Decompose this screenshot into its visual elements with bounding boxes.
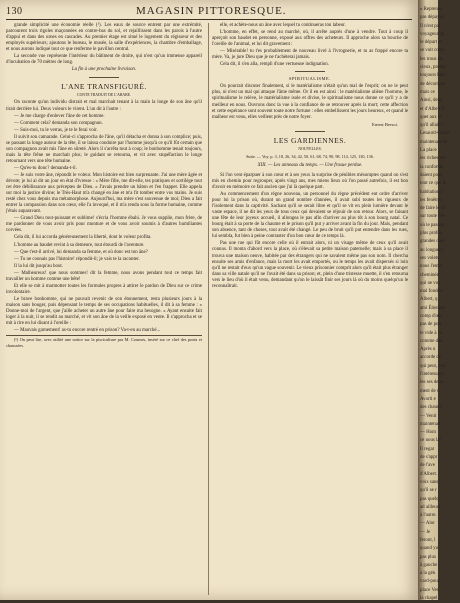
margin-fragment: les fenêtres	[420, 197, 443, 203]
margin-fragment: Avorti e	[420, 396, 436, 402]
margin-fragment: ce nous lai	[420, 438, 441, 444]
margin-fragment: la chapel	[420, 596, 438, 602]
left-column	[6, 23, 202, 350]
margin-fragment: l'intéressant	[420, 372, 444, 378]
margin-fragment: qu'il se r	[420, 488, 437, 494]
paragraph: — Comment cela? demanda son compagnon.	[14, 120, 103, 126]
margin-fragment: qui peut, con	[420, 363, 446, 369]
margin-fragment: pas de port	[420, 322, 442, 328]
margin-fragment: à gauche	[420, 562, 438, 568]
margin-fragment: d'Albert.	[420, 471, 438, 477]
margin-fragment: ses volets	[420, 255, 439, 261]
paragraph: — Je me charge d'enlever l'âne de cet homme.	[14, 113, 105, 119]
margin-fragment: mal fondés	[420, 289, 442, 295]
story-subtitle: NOUVELLES.	[298, 146, 322, 151]
column-divider	[208, 23, 209, 595]
facing-page-fragments	[420, 6, 460, 603]
margin-fragment: cieux, promp	[420, 65, 446, 71]
margin-fragment: — Hom	[420, 430, 436, 436]
paragraph: grande simplicité une économie réelle (¹). Les eaux de source entrent par une extrémité, parcourent trois rigoles maçonnées en contre-bas du sol, et rejaillissent dans les parois à l'autre d'appui et dans des urnes en cascades. Au premier étage est situé le logement du régisseur et des employés supérieurs; ajoutons le bureau, le musée, la salle d'expériences, la chambre d'emballage, et nous aurons indiqué tout ce que renferme le pavillon central.	[6, 23, 202, 53]
margin-fragment: — Alor	[420, 521, 435, 527]
margin-fragment: ment de s	[420, 388, 439, 394]
margin-fragment: Après u	[420, 347, 436, 353]
margin-fragment: maintenant de	[420, 139, 448, 145]
margin-fragment: et d'Albert V	[420, 106, 446, 112]
margin-fragment: de s'appr	[420, 455, 438, 461]
margin-fragment: toujours bien	[420, 73, 446, 79]
paragraph: Il suivit son camarade. Celui-ci s'approcha de l'âne, qu'il détacha et donna à son complice; puis, se passant la longe autour de la tête, il se laissa conduire par l'homme jusqu'à ce qu'il fût certain que son compagnon avait mis l'âne en sûreté. Alors il s'arrêta tout à coup; le bonhomme tenait toujours, mais la tête frêne ne marchait plus; le guidant se retourna, et vit avec stupéfaction le longe retournant vers une tête humaine.	[6, 134, 202, 164]
paragraph: — Tu ne connais pas l'histoire! répondit-il; je vais te la raconter.	[14, 256, 140, 262]
margin-fragment: a la gén	[420, 571, 436, 577]
margin-fragment: — Venit	[420, 413, 437, 419]
margin-fragment: tout ce que le	[420, 181, 447, 187]
margin-fragment: où le passag	[420, 222, 444, 228]
margin-fragment: au longueur	[420, 247, 444, 253]
separator	[295, 131, 325, 132]
header-rule	[6, 19, 412, 20]
margin-fragment: pas dépaysé	[420, 15, 444, 21]
margin-fragment: les ses deux	[420, 380, 444, 386]
paragraph: — Que t'est-il arrivé, lui demanda sa femme, et où donc est ton âne?	[14, 249, 148, 255]
margin-fragment: grandes dam	[420, 239, 445, 245]
margin-fragment: accorde de	[420, 355, 442, 361]
paragraph: Si l'on vent éparpuer à son cœur et à ses yeux la surprise de pénibles mésomptes quand on s'est mis en chemin pour regrouper, après vingt ans, mes miens lieux où l'on passé autrefois, il est bon d'avoir en mémoire ce fait ancien que j'ai là quelque part.	[212, 172, 408, 190]
margin-fragment: la confortab	[420, 164, 444, 170]
margin-fragment: comp d'œil	[420, 313, 442, 319]
story-index: Suite. — Voy. p. 3, 18, 26, 34, 42, 50, 61, 68, 74, 90, 98, 114, 125, 130, 136.	[246, 153, 374, 159]
margin-fragment: Il regar	[420, 446, 435, 452]
margin-fragment: plus profon	[420, 231, 443, 237]
margin-fragment: à l'autre.	[420, 513, 437, 519]
paragraph: On pourrait discuter finalement, si le matérialisme n'était qu'un mal de l'esprit; on ne le peut plus, ni n'est un mal qui attaque l'âme même. Or il en est ainsi : le matérialisme aliène l'homme, le spiritualisme le relève, le matérialisme isole et divise, le spiritualisme nous donne ce qu'il y a de meilleur en nous. Ouvrons donc la vue à la confiance de se retrouver après la mort; cette affection et cette espérance sont souvent toute notre fortune : elles embellissent les jours heureux, et quand le malheur est venu, elles veillent près de notre foyer.	[212, 84, 408, 120]
page-number: 130	[6, 5, 23, 17]
story-title: LES GARDIENNES.	[273, 135, 347, 145]
margin-fragment: Ainsi, depu	[420, 98, 443, 104]
margin-fragment: cheminée	[420, 272, 439, 278]
margin-fragment: — Je	[420, 529, 431, 535]
margin-fragment: La place	[420, 148, 437, 154]
paragraph: Cela dit, il s'en alla, rempli d'une vertueuse indignation.	[220, 62, 329, 68]
signature: Ernest Bersot.	[371, 121, 398, 127]
margin-fragment: quand yu	[420, 546, 439, 552]
margin-fragment: les trous de	[420, 56, 443, 62]
paragraph: — Misérable! tu t'es probablement de nouveau livré à l'ivrognerie, et tu as frappé encore ta mère. Va, je jure Dieu que je ne t'achèterai jamais.	[212, 49, 408, 61]
right-column	[212, 23, 408, 291]
article-title: L'ANE TRANSFIGURÉ.	[61, 82, 147, 92]
paragraph: La seconde vue représente l'intérieur du bâtiment de droite, qui n'est qu'un immense appareil d'incubation de 70 mètres de long.	[6, 54, 202, 66]
margin-fragment: maintenan	[420, 421, 441, 427]
paragraph: — Suis-moi, tu le verras, je te le ferai voir.	[14, 127, 98, 133]
margin-fragment: habitation à	[420, 189, 443, 195]
paragraph: — Mauvais garnement! as-tu encore rentré en prison? Va-t-en au marché...	[14, 328, 161, 334]
margin-fragment: voix sans	[420, 479, 439, 485]
paragraph: L'homme, en effet, se rend au marché, où, il arrête auprès d'une à vendre. Tout à coup il aperçoit son baudet en personne, exposé aux offres des acheteurs. Il approche alors sa bouche de l'oreille de l'animal, et lui dit gravement :	[212, 30, 408, 48]
margin-fragment: vard-pour	[420, 579, 440, 585]
margin-fragment: pas quelq	[420, 496, 439, 502]
facing-page-edge	[418, 0, 450, 602]
paragraph: Pas une rue qui fût encore celle où il entrait alors, ni un visage même de ceux qu'il avait connus. Il monta d'abord vers la place, où s'élevait sa petite maison paternelle; mais à sa place il trouva une maison neuve, habitée par des étrangers qui ne savaient même pas son nom. Il chercha ensuite ses amis d'enfance, mais la mort les avait emportés, ou le temps les avait dispersés si loin qu'il ne restait d'eux qu'un vague souvenir. Le vieux prisonnier comprit alors qu'il était plus étranger dans sa ville natale qu'il ne l'avait été dans sa prison; et, plein d'une tristesse muette, il s'en retourna vers le lieu d'où il était venu, demandant qu'on le laissât finir ses jours là où du moins quelqu'un le reconnaîtrait.	[212, 241, 408, 289]
margin-fragment: ami Étiennet	[420, 305, 445, 311]
journal-title: MAGASIN PITTORESQUE.	[135, 5, 287, 17]
margin-fragment: nous l'entre	[420, 264, 443, 270]
footnote: (¹) On peut lire, avec utilité une notice sur la pisciculture par M. Coumes, inséré sur ce chef des ponts et chaussées.	[6, 337, 202, 349]
margin-fragment: des chaum	[420, 405, 441, 411]
separator	[89, 77, 119, 78]
margin-fragment: pas plus	[420, 554, 436, 560]
margin-fragment: sur toute l'ét	[420, 214, 444, 220]
paragraph: On raconte qu'un individu distrait et mal marchait tenant à la main la longe de son âne qu'il tirait derrière lui. Deux voleurs le virent. L'un dit à l'autre :	[6, 100, 202, 112]
margin-fragment: ad ailleurs	[420, 504, 441, 510]
margin-fragment: qui ne voy	[420, 280, 441, 286]
page-header	[6, 4, 412, 18]
margin-fragment: de l'ave	[420, 463, 435, 469]
margin-fragment: de décompte	[420, 81, 445, 87]
article-subtitle: CONTE TRADUIT DE L'ARABE.	[77, 93, 131, 98]
margin-fragment: daient pour	[420, 172, 443, 178]
paragraph: — Qu'es-tu donc? demanda-t-il.	[14, 165, 77, 171]
section-title: SPIRITUALISME.	[289, 76, 331, 82]
margin-fragment: place Ves	[420, 587, 439, 593]
margin-fragment: feront, l	[420, 538, 436, 543]
margin-fragment: les riches ma	[420, 156, 446, 162]
paragraph: Il la lui dit jusqu'au bout.	[14, 263, 63, 269]
paragraph: Et elle se mit à marmotter toutes les formules propres à attirer le pardon de Dieu sur ce crime involontaire.	[6, 283, 202, 295]
paragraph: — Je suis votre âne, répondit le voleur. Mon histoire est bien surprenante. J'ai une mère âgée et dévote; je lui ai dit un jour en état d'ivresse : « Mère fille, me dit-elle, tes pratiques et sortilège tout cet être débilissance aux préceptes de Dieu. » J'avais prendre un bâton et l'en frapper. Elle appela sur moi la justice divine; le Très-Haut m'a changé en âne et m'a fit tomber entre vos mains. Je suis resté chez vous depuis ma métamorphose. Aujourd'hui, ma mère s'est souvenue de moi; Dieu a fait entrer la compassion dans son cœur, elle l'a invoqué, et il m'a rendu sous la forme humaine, comme j'étais auparavant.	[6, 172, 202, 215]
paragraph: Le brave bonhomme, qui ne pouvait revenir de son étonnement, resta plusieurs jours à la maison sans bouger, puis dépensant le temps de ses occupations habituelles, il dit à sa femme : « Donne-moi de l'argent, que j'aille acheter un autre âne pour faire ma besogne. » Ayant ensuite fait loger à la nuit, il se rendit au marché, et vit son âne de la veille exposé en vente. Il s'approcha et se mit à rire en lui disant à l'oreille :	[6, 296, 202, 327]
paragraph: — Malheureux! que nous sommes! dit la femme, nous avons pendant tout ce temps fait travailler un homme comme une bête!	[6, 270, 202, 282]
paragraph: Cela dit, il lui accorda généreusement la liberté, dont le voleur profita.	[14, 235, 152, 241]
margin-fragment: le départ et	[420, 40, 442, 46]
margin-fragment: mais ce	[420, 89, 435, 95]
margin-fragment: comme dan	[420, 338, 443, 344]
margin-fragment: quet aux re	[420, 114, 442, 120]
paragraph: L'homme au baudet revint à sa demeure, tout étourdi de l'aventure.	[14, 242, 145, 248]
paragraph: Au commencement d'un régne nouveau, un personnel du règne précédent eut ordre d'arriver pour lui la prison où, durant un grand nombre d'années, il avait subi toutes les rigueurs de l'isolement dans la captivité. Sachant qu'il se serait libre et qu'il se vit en plein lumière devant le vaste espace, il ne dit les yeux de tous ceux qui devaient se réjouir de son retour. Alors, se faisant une fête de leur joyeux accueil, il allongea le pas afin d'arriver au plus tôt à son bourg natal. Ce bourg était à sa porte de la chaume et le prison qu'il put y arriver avant la fin du jour. Mais, pendant son absence, tant de choses, tout avait été changé. Le peu de bruit qu'il put entendre dans les rues, lui sembla, fut bien à peine contraster d'un bon cœur de ce temps là.	[212, 192, 408, 240]
margin-fragment: voyageur qu	[420, 31, 445, 37]
margin-fragment: le vide à l'e	[420, 330, 443, 336]
continuation-note: La fin à une prochaine livraison.	[71, 67, 137, 73]
paragraph: elle, et achète-nous un âne avec lequel tu continueras ton labeur.	[220, 23, 346, 28]
chapter-title: XIII. — Les anneaux du temps. — Une frasue perdue.	[257, 162, 363, 168]
margin-fragment: qu'il allait r	[420, 123, 443, 129]
paragraph: — Grand Dieu tout-puissant et sublime! s'écria l'homme ébahi. Je vous supplie, mon frère, de me pardonner de vous avoir pris pour monture et de vous avoir soumis à d'autres humiliantes corvées.	[6, 216, 202, 234]
separator	[295, 71, 325, 72]
margin-fragment: Il n'est pas	[420, 23, 441, 29]
margin-fragment: se voit cond	[420, 48, 444, 54]
margin-fragment: « Reprenez	[420, 7, 443, 12]
margin-fragment: Lesaurd-Cauch	[420, 131, 450, 137]
margin-fragment: de faire le ch	[420, 206, 446, 212]
margin-fragment: Albert, q	[420, 297, 438, 303]
